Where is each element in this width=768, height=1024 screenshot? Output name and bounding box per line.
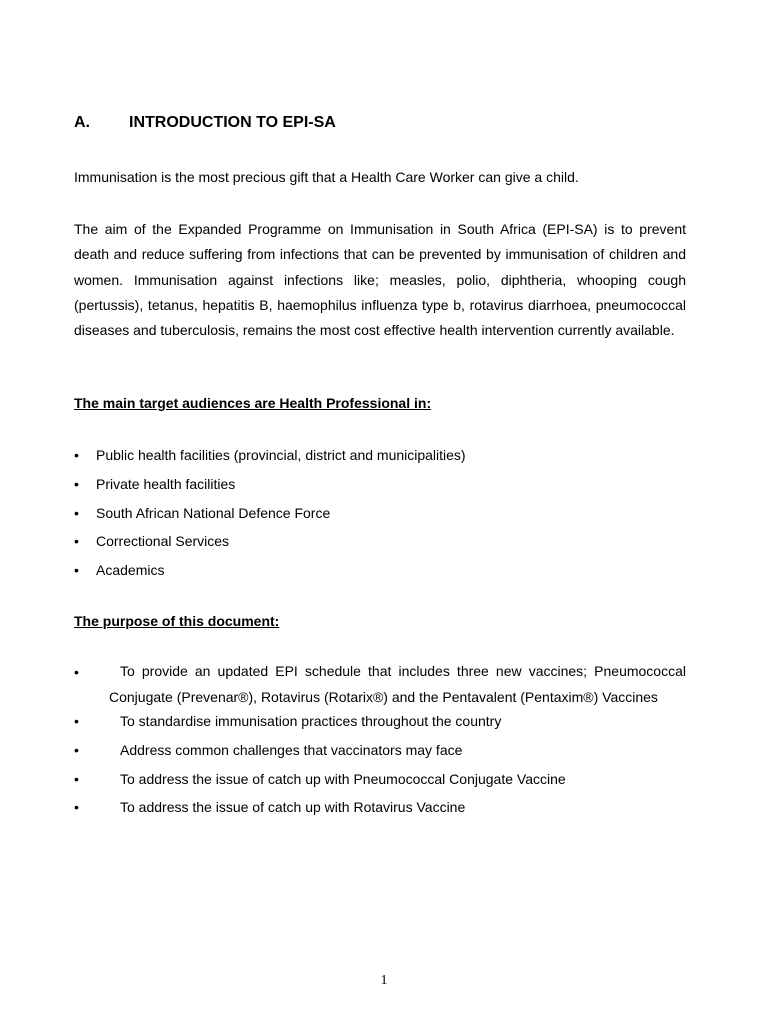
list-item-text: Academics (96, 562, 165, 579)
section-letter: A. (74, 114, 90, 131)
list-item-text: To address the issue of catch up with Rotavirus Vaccine (120, 799, 466, 816)
list-item (74, 770, 686, 799)
list-item-text: Address common challenges that vaccinators may face (120, 741, 463, 758)
bullet-icon: • (74, 447, 79, 463)
bullet-icon: • (74, 504, 79, 521)
list-item-text: To standardise immunisation practices throughout the country (120, 713, 502, 729)
page-number: 1 (380, 973, 388, 988)
audiences-heading: The main target audiences are Health Professional in: (74, 395, 432, 411)
purpose-list (74, 663, 686, 827)
list-item (74, 659, 686, 710)
bullet-icon: • (74, 664, 79, 680)
list-item (74, 475, 686, 504)
list-item (74, 712, 686, 741)
list-item-text: To address the issue of catch up with Pneumococcal Conjugate Vaccine (120, 770, 566, 787)
list-item (74, 561, 686, 590)
bullet-icon: • (74, 713, 79, 729)
list-item-text: Private health facilities (96, 475, 236, 492)
list-item-text: To provide an updated EPI schedule that includes three new vaccines; Pneumococcal Conjugate (Prevenar®), Rotavirus (Rotarix®) and the Pentavalent (Pentaxim®) Vaccines (109, 663, 686, 705)
aim-paragraph: The aim of the Expanded Programme on Immunisation in South Africa (EPI-SA) is to prevent death and reduce suffering from infections that can be prevented by immunisation of children and women. Immunisation against infections like; measles, polio, diphtheria, whooping cough (pertussis), tetanus, hepatitis B, haemophilus influenza type b, rotavirus diarrhoea, pneumococcal diseases and tuberculosis, remains the most cost effective health intervention currently available. (74, 221, 686, 339)
list-item-text: Correctional Services (96, 533, 230, 550)
list-item (74, 741, 686, 770)
bullet-icon: • (74, 562, 79, 579)
audiences-list (74, 446, 686, 590)
intro-paragraph: Immunisation is the most precious gift that a Health Care Worker can give a child. (74, 169, 579, 185)
list-item (74, 532, 686, 561)
bullet-icon: • (74, 533, 79, 550)
bullet-icon: • (74, 799, 79, 816)
section-heading (74, 114, 336, 132)
list-item (74, 798, 686, 827)
bullet-icon: • (74, 770, 79, 787)
list-item-text: Public health facilities (provincial, district and municipalities) (96, 447, 466, 463)
bullet-icon: • (74, 475, 79, 492)
list-item (74, 504, 686, 533)
list-item (74, 446, 686, 475)
bullet-icon: • (74, 741, 79, 758)
section-title: INTRODUCTION TO EPI-SA (129, 114, 336, 131)
purpose-heading: The purpose of this document: (74, 613, 280, 629)
list-item-text: South African National Defence Force (96, 504, 331, 521)
